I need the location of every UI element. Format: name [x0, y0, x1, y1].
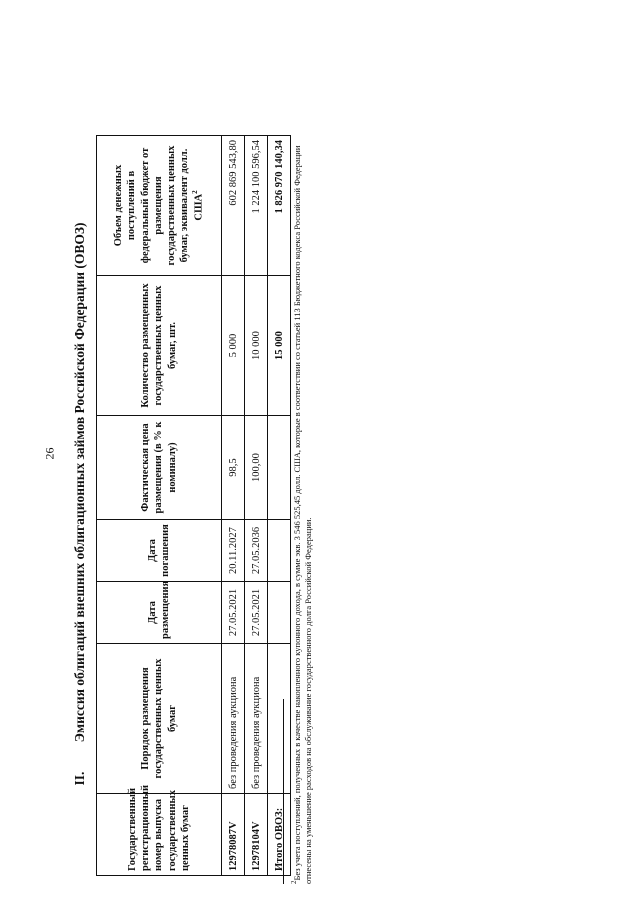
footnote-marker: 2 — [290, 880, 298, 884]
header-volume-text: Объем денежных поступлений в федеральный бюджет от размещения государственных ценных бумаг, эквивалент долл. США — [113, 145, 205, 266]
cell-price: 100,00 — [245, 416, 268, 520]
table-header-row — [97, 136, 222, 876]
cell-volume: 1 224 100 596,54 — [245, 136, 268, 276]
total-empty-price — [268, 416, 291, 520]
cell-method: без проведения аукциона — [245, 644, 268, 794]
table-row — [222, 136, 245, 876]
total-empty-method — [268, 644, 291, 794]
cell-reg-number: 12978104V — [245, 794, 268, 876]
header-reg-number: Государственный регистрационный номер выпуска государственных ценных бумаг — [97, 794, 222, 876]
cell-reg-number: 12978087V — [222, 794, 245, 876]
cell-quantity: 5 000 — [222, 276, 245, 416]
total-row — [268, 136, 291, 876]
ovoz-table — [96, 135, 291, 876]
total-empty-maturity — [268, 520, 291, 582]
header-placement-date: Дата размещения — [97, 582, 222, 644]
table-row — [245, 136, 268, 876]
cell-method: без проведения аукциона — [222, 644, 245, 794]
section-title: Эмиссия облигаций внешних облигационных займов Российской Федерации (ОВОЗ) — [72, 222, 87, 743]
header-maturity-date: Дата погашения — [97, 520, 222, 582]
total-volume: 1 826 970 140,34 — [268, 136, 291, 276]
cell-maturity-date: 27.05.2036 — [245, 520, 268, 582]
cell-price: 98,5 — [222, 416, 245, 520]
cell-placement-date: 27.05.2021 — [222, 582, 245, 644]
cell-placement-date: 27.05.2021 — [245, 582, 268, 644]
total-empty-placement — [268, 582, 291, 644]
footnote-divider — [283, 699, 284, 884]
page-number: 26 — [42, 447, 57, 460]
footnote — [290, 134, 315, 884]
header-volume — [97, 136, 222, 276]
header-price: Фактическая цена размещения (в % к номиналу) — [97, 416, 222, 520]
footnote-ref: 2 — [191, 190, 200, 194]
cell-maturity-date: 20.11.2027 — [222, 520, 245, 582]
footnote-text: Без учета поступлений, полученных в качестве накопленного купонного дохода, в сумме экв. 3 546 525,45 долл. США, которые в соответствии со статьей 113 Бюджетного кодекса Российской Федерации отнесены на уменьшение расходов на обслуживание государственного долга Российской Федерации. — [291, 145, 314, 884]
section-number: II. — [72, 771, 87, 786]
total-label: Итого ОВОЗ: — [268, 794, 291, 876]
rotated-content — [58, 124, 548, 884]
cell-volume: 602 869 543,80 — [222, 136, 245, 276]
header-quantity: Количество размещенных государственных ценных бумаг, шт. — [97, 276, 222, 416]
header-method: Порядок размещения государственных ценных бумаг — [97, 644, 222, 794]
section-heading — [72, 124, 88, 884]
total-quantity: 15 000 — [268, 276, 291, 416]
cell-quantity: 10 000 — [245, 276, 268, 416]
